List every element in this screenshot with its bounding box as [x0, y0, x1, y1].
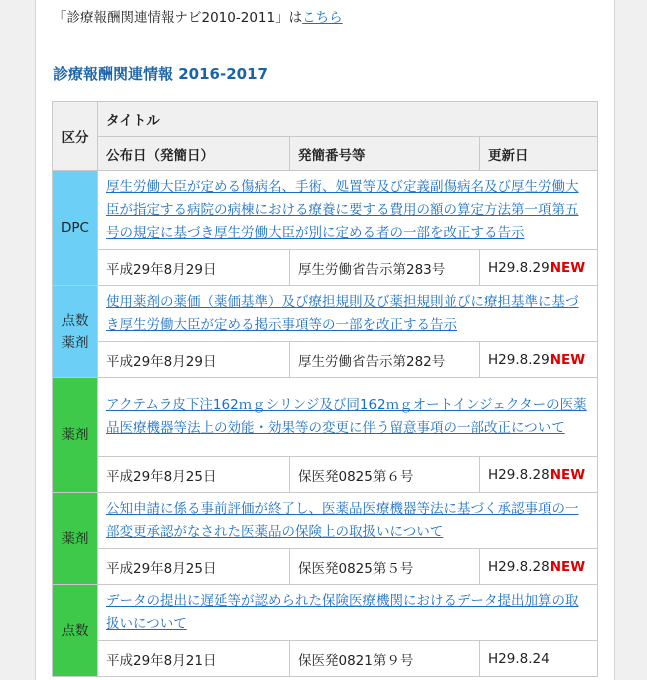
updated-date-text: H29.8.24 [488, 650, 550, 667]
notice-title-link[interactable]: アクテムラ皮下注162ｍｇシリンジ及び同162ｍｇオートインジェクターの医薬品医療機器等法上の効能・効果等の変更に伴う留意事項の一部改正について [106, 397, 587, 436]
table-row [53, 286, 598, 342]
notice-number: 厚生労働省告示第283号 [290, 250, 480, 286]
new-badge: NEW [549, 466, 586, 483]
publish-date: 平成29年8月21日 [98, 641, 290, 677]
past-archive-link[interactable]: こちら [302, 10, 343, 26]
table-row [53, 171, 598, 250]
notice-title-link[interactable]: 公知申請に係る事前評価が終了し、医薬品医療機器等法に基づく承認事項の一部変更承認がなされた医薬品の保険上の取扱いについて [106, 500, 579, 540]
new-badge: NEW [549, 259, 586, 276]
table-row-meta [53, 457, 598, 493]
content-panel [35, 0, 615, 680]
updated-date [480, 457, 598, 493]
category-badge: 薬剤 [53, 378, 98, 493]
category-badge: DPC [53, 171, 98, 286]
section-title: 診療報酬関連情報 2016-2017 [53, 65, 268, 83]
table-row-meta [53, 250, 598, 286]
table-row [53, 378, 598, 457]
header-title: タイトル [98, 102, 598, 137]
updated-date [480, 342, 598, 378]
table-row-meta [53, 549, 598, 585]
category-badge: 点数 [53, 585, 98, 677]
updated-date-text: H29.8.29 [488, 259, 550, 276]
notice-number: 保医発0825第６号 [290, 457, 480, 493]
header-updated: 更新日 [480, 137, 598, 171]
notice-number: 厚生労働省告示第282号 [290, 342, 480, 378]
header-date: 公布日（発簡日） [98, 137, 290, 171]
updated-date-text: H29.8.28 [488, 466, 550, 483]
publish-date: 平成29年8月29日 [98, 250, 290, 286]
table-row [53, 585, 598, 641]
notice-number: 保医発0821第９号 [290, 641, 480, 677]
new-badge: NEW [549, 351, 586, 368]
past-archive-notice [53, 6, 343, 26]
updated-date [480, 641, 598, 677]
notice-title-link[interactable]: データの提出に遅延等が認められた保険医療機関におけるデータ提出加算の取扱いについて [106, 592, 579, 632]
past-archive-text: 「診療報酬関連情報ナビ2010-2011」は [53, 10, 303, 26]
updated-date [480, 549, 598, 585]
publish-date: 平成29年8月29日 [98, 342, 290, 378]
notice-title-link[interactable]: 使用薬剤の薬価（薬価基準）及び療担規則及び薬担規則並びに療担基準に基づき厚生労働大臣が定める掲示事項等の一部を改正する告示 [106, 293, 579, 333]
info-table [52, 101, 598, 677]
category-badge: 点数 薬剤 [53, 286, 98, 378]
category-badge: 薬剤 [53, 493, 98, 585]
table-row-meta [53, 342, 598, 378]
publish-date: 平成29年8月25日 [98, 549, 290, 585]
updated-date-text: H29.8.28 [488, 558, 550, 575]
notice-number: 保医発0825第５号 [290, 549, 480, 585]
header-number: 発簡番号等 [290, 137, 480, 171]
publish-date: 平成29年8月25日 [98, 457, 290, 493]
new-badge: NEW [549, 558, 586, 575]
notice-title-link[interactable]: 厚生労働大臣が定める傷病名、手術、処置等及び定義副傷病名及び厚生労働大臣が指定する病院の病棟における療養に要する費用の額の算定方法第一項第五号の規定に基づき厚生労働大臣が別に定める者の一部を改正する告示 [106, 178, 579, 241]
header-category: 区分 [53, 102, 98, 171]
updated-date-text: H29.8.29 [488, 351, 550, 368]
updated-date [480, 250, 598, 286]
table-row-meta [53, 641, 598, 677]
table-row [53, 493, 598, 549]
